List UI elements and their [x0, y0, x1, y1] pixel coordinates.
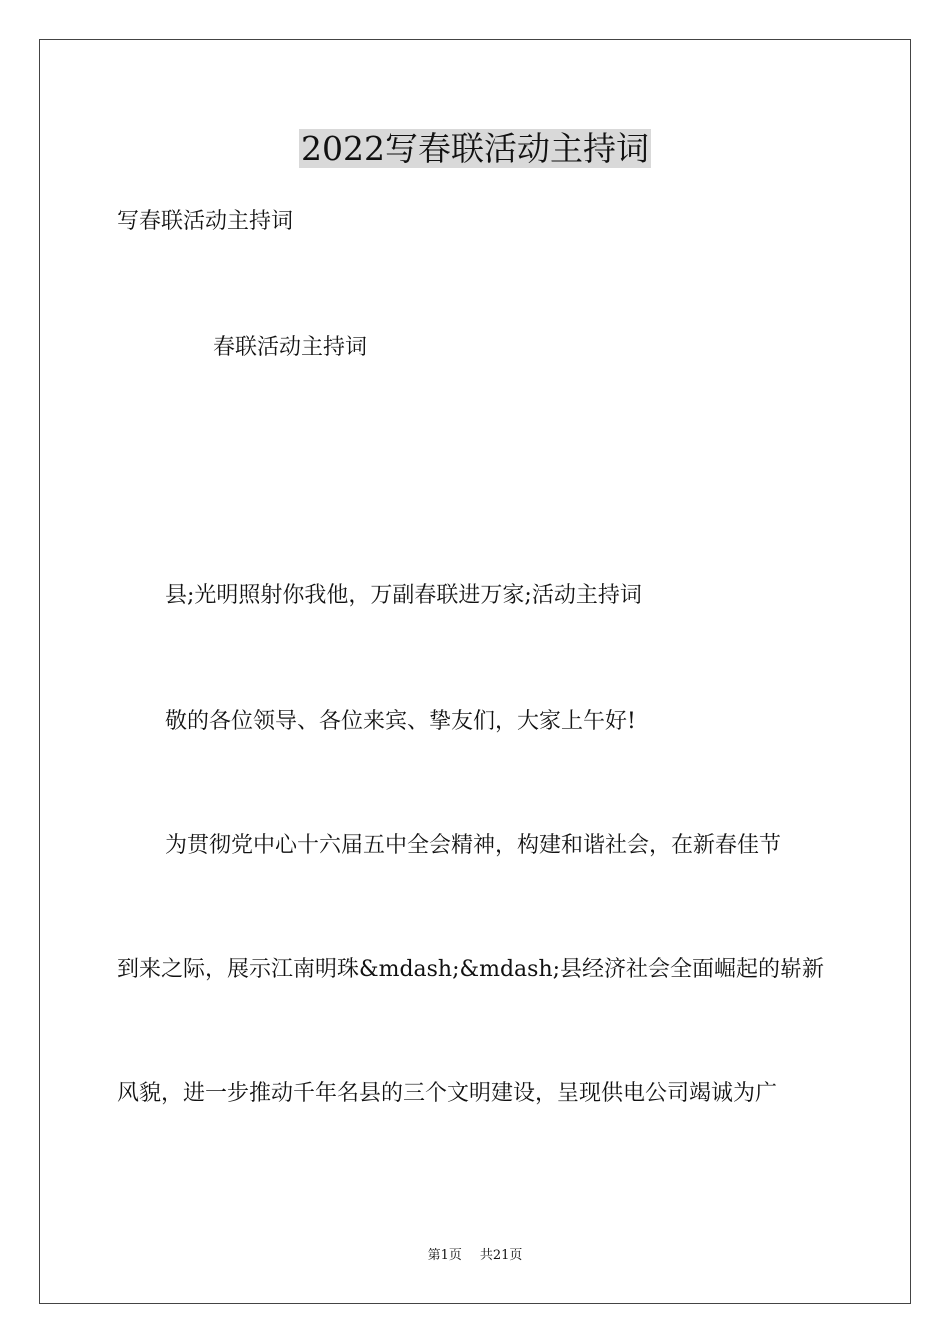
- body-line: 敬的各位领导、各位来宾、挚友们，大家上午好!: [165, 709, 636, 734]
- document-title-text: 2022写春联活动主持词: [301, 129, 649, 168]
- page-total: 共21页: [479, 1248, 523, 1263]
- body-line: 县;光明照射你我他，万副春联进万家;活动主持词: [165, 583, 642, 608]
- body-line: 春联活动主持词: [213, 335, 368, 360]
- body-line: 风貌，进一步推动千年名县的三个文明建设，呈现供电公司竭诚为广: [117, 1081, 778, 1106]
- body-line: 到来之际，展示江南明珠&mdash;&mdash;县经济社会全面崛起的崭新: [117, 957, 825, 982]
- page-footer: [0, 1247, 950, 1265]
- page-number: 第1页: [427, 1248, 462, 1263]
- document-title: [0, 127, 950, 171]
- body-line: 为贯彻党中心十六届五中全会精神，构建和谐社会，在新春佳节: [165, 833, 782, 858]
- subtitle-line: 写春联活动主持词: [117, 209, 294, 234]
